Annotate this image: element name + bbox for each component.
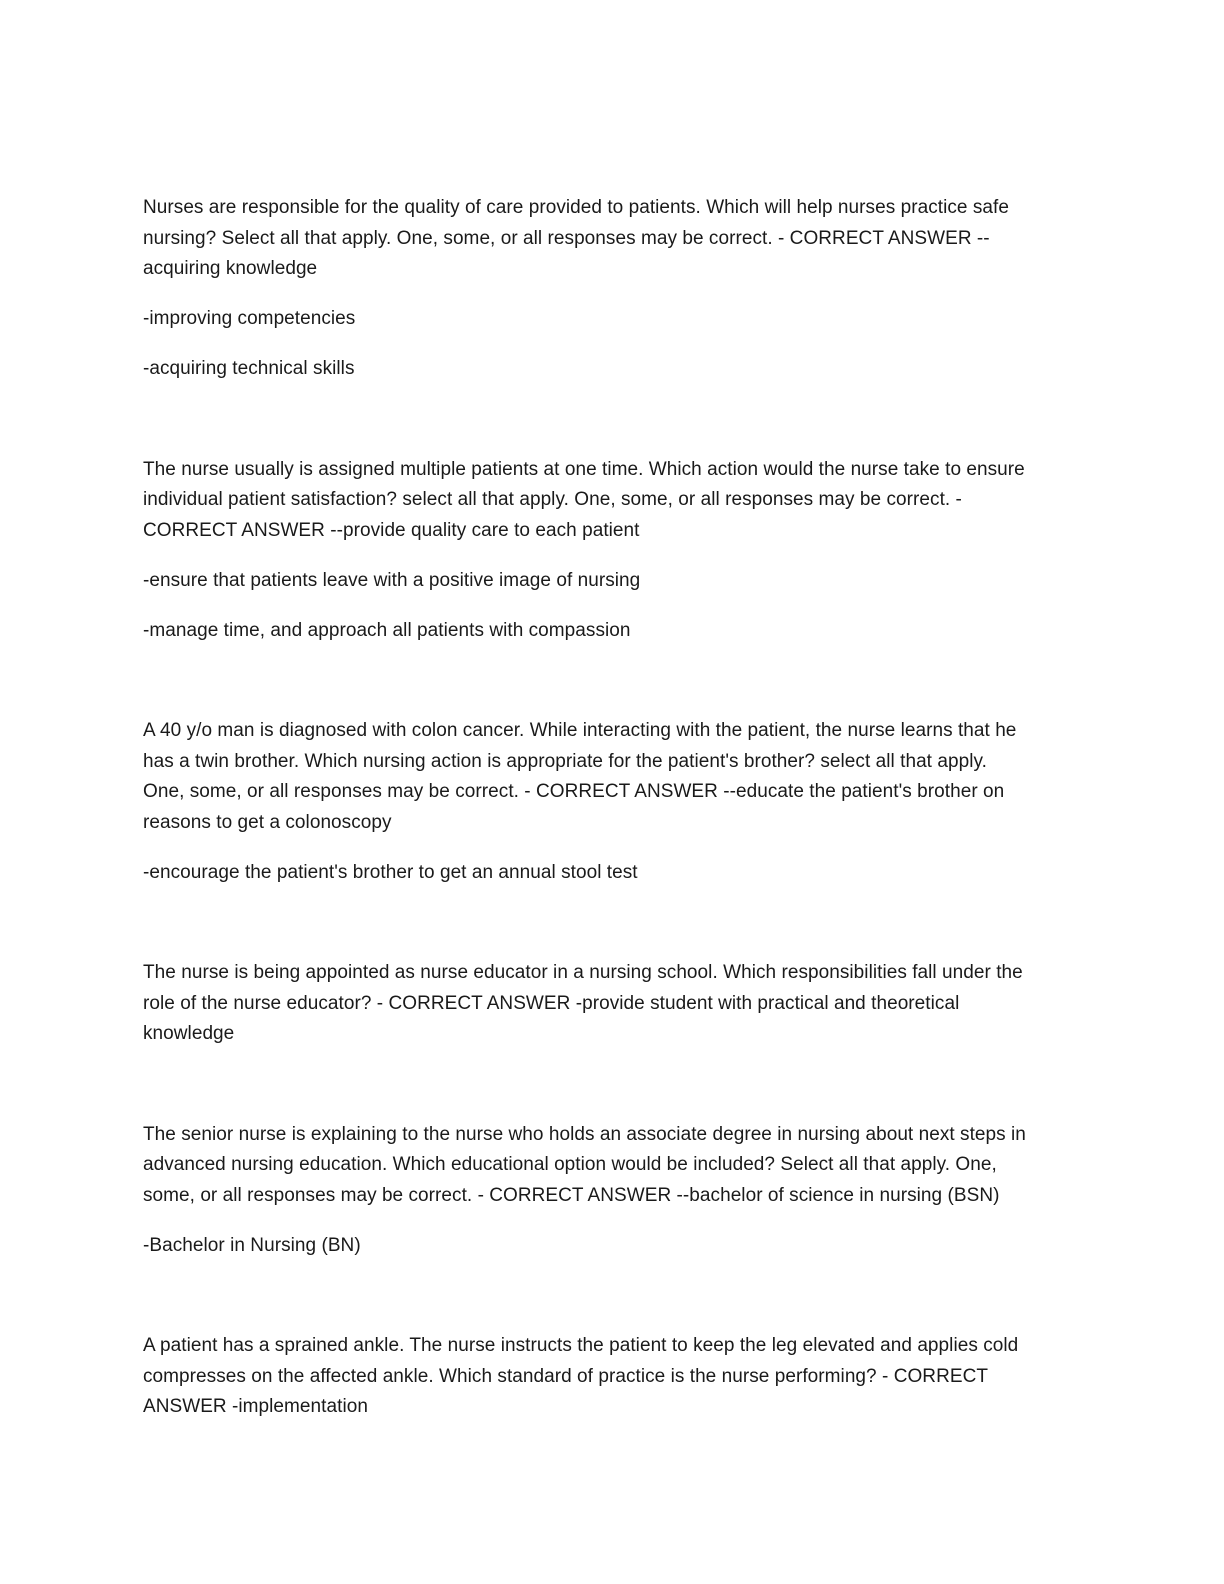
text-line: compresses on the affected ankle. Which standard of practice is the nurse performing? - CORRECT: [143, 1365, 988, 1387]
text-line: CORRECT ANSWER --provide quality care to each patient: [143, 519, 640, 541]
text-line: advanced nursing education. Which educational option would be included? Select all that apply. One,: [143, 1154, 997, 1175]
text-line: individual patient satisfaction? select all that apply. One, some, or all responses may be correct. -: [143, 489, 962, 510]
question-paragraph: [143, 958, 1078, 1050]
text-line: knowledge: [143, 1023, 235, 1044]
answer-line: -encourage the patient's brother to get an annual stool test: [143, 861, 638, 883]
text-line: One, some, or all responses may be correct. - CORRECT ANSWER --educate the patient's brother on: [143, 781, 1005, 802]
text-line: The nurse usually is assigned multiple patients at one time. Which action would the nurse take to ensure: [143, 458, 1025, 480]
text-line: The nurse is being appointed as nurse educator in a nursing school. Which responsibilities fall under the: [143, 962, 1023, 983]
answer-line: -manage time, and approach all patients with compassion: [143, 619, 631, 641]
answer-line: -acquiring technical skills: [143, 358, 355, 379]
spacer: [143, 385, 1078, 455]
text-line: has a twin brother. Which nursing action is appropriate for the patient's brother? select all that apply.: [143, 750, 987, 772]
answer-line: -Bachelor in Nursing (BN): [143, 1234, 361, 1256]
text-line: some, or all responses may be correct. - CORRECT ANSWER --bachelor of science in nursing (BSN): [143, 1184, 1000, 1206]
text-line: A patient has a sprained ankle. The nurse instructs the patient to keep the leg elevated and applies cold: [143, 1335, 1019, 1356]
qa-item-1: [143, 193, 1078, 385]
qa-item-6: [143, 1331, 1078, 1423]
spacer: [143, 646, 1078, 716]
spacer: [143, 888, 1078, 958]
text-line: role of the nurse educator? - CORRECT ANSWER -provide student with practical and theoretical: [143, 992, 960, 1014]
answer-line: -improving competencies: [143, 308, 356, 329]
question-paragraph: [143, 193, 1078, 285]
text-line: Nurses are responsible for the quality of care provided to patients. Which will help nurses practice safe: [143, 197, 1009, 218]
question-paragraph: [143, 716, 1078, 838]
qa-item-5: [143, 1120, 1078, 1262]
question-paragraph: [143, 1120, 1078, 1212]
text-line: A 40 y/o man is diagnosed with colon cancer. While interacting with the patient, the nurse learns that he: [143, 720, 1017, 741]
text-line: The senior nurse is explaining to the nurse who holds an associate degree in nursing about next steps in: [143, 1123, 1026, 1145]
qa-item-3: [143, 716, 1078, 888]
spacer: [143, 1050, 1078, 1120]
document-content: [143, 193, 1078, 1423]
text-line: ANSWER -implementation: [143, 1396, 368, 1417]
question-paragraph: [143, 455, 1078, 547]
spacer: [143, 1261, 1078, 1331]
question-paragraph: [143, 1331, 1078, 1423]
qa-item-4: [143, 958, 1078, 1050]
answer-line: -ensure that patients leave with a positive image of nursing: [143, 569, 641, 591]
text-line: reasons to get a colonoscopy: [143, 811, 392, 833]
qa-item-2: [143, 455, 1078, 647]
text-line: acquiring knowledge: [143, 258, 318, 279]
text-line: nursing? Select all that apply. One, some, or all responses may be correct. - CORRECT ANSWER --: [143, 227, 990, 249]
